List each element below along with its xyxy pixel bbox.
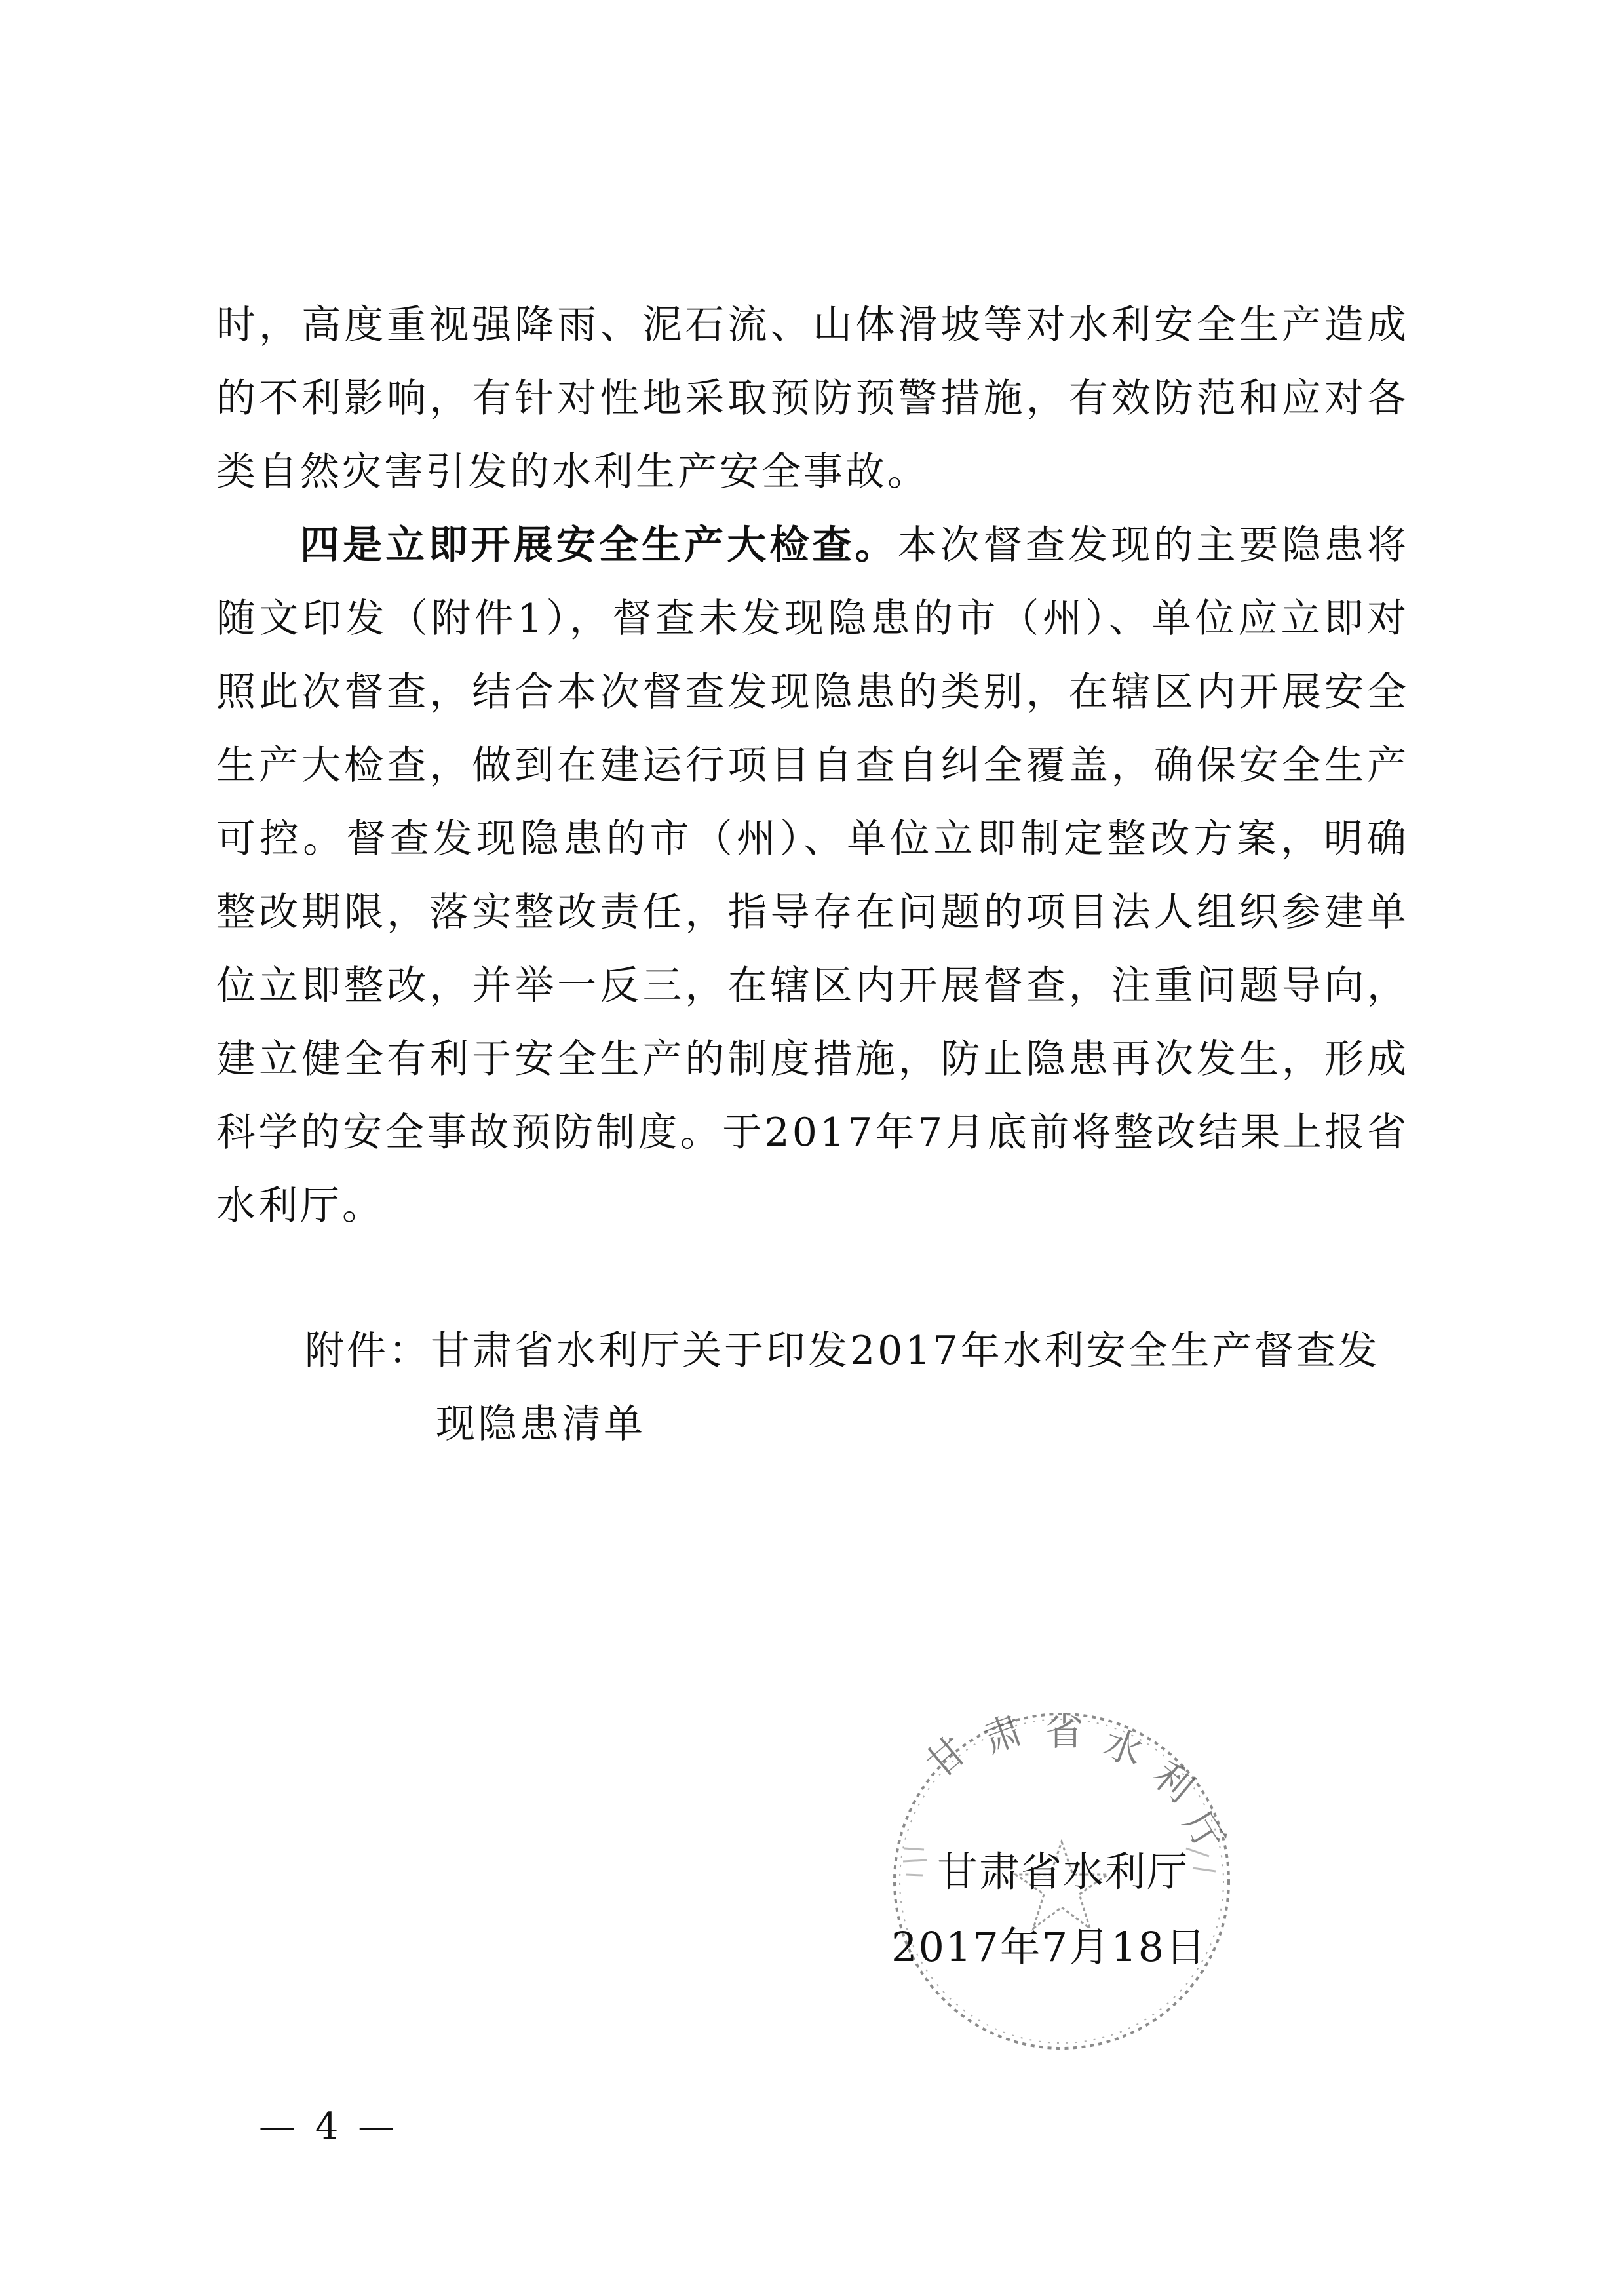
document-body: [216, 288, 1409, 1243]
paragraph-continued: [216, 288, 1409, 509]
attachment-title-line-1: 甘肃省水利厅关于印发2017年水利安全生产督查发: [431, 1328, 1380, 1374]
attachment-line-1: [305, 1314, 1419, 1388]
svg-text:肃: 肃: [977, 1707, 1029, 1762]
paragraph-lead-heading: 四是立即开展安全生产大检查。: [300, 522, 898, 568]
svg-text:利: 利: [1144, 1752, 1202, 1812]
paragraph-continued-text: 时，高度重视强降雨、泥石流、山体滑坡等对水利安全生产造成的不利影响，有针对性地采取预防预警措施，有效防范和应对各类自然灾害引发的水利生产安全事故。: [216, 302, 1409, 495]
attachment-line-2: [305, 1388, 1419, 1461]
paragraph-item-four-text: 本次督查发现的主要隐患将随文印发（附件1），督查未发现隐患的市（州）、单位应立即对照此次督查，结合本次督查发现隐患的类别，在辖区内开展安全生产大检查，做到在建运行项目自查自纠全覆盖，确保安全生产可控。督查发现隐患的市（州）、单位立即制定整改方案，明确整改期限，落实整改责任，指导存在问题的项目法人组织参建单位立即整改，并举一反三，在辖区内开展督查，注重问题导向，建立健全有利于安全生产的制度措施，防止隐患再次发生，形成科学的安全事故预防制度。于2017年7月底前将整改结果上报省水利厅。: [216, 522, 1410, 1229]
signature-inner: [878, 1812, 1337, 2009]
attachment-title-line-2: 现隐患清单: [436, 1401, 645, 1447]
issuing-organization: 甘肃省水利厅: [937, 1848, 1189, 1896]
paragraph-item-four: [216, 509, 1409, 1243]
page-number: — 4 —: [259, 2105, 399, 2148]
attachment-label: 附件：: [305, 1328, 431, 1374]
svg-text:甘: 甘: [917, 1728, 976, 1787]
svg-text:水: 水: [1098, 1720, 1149, 1775]
signature-text: [878, 1678, 1337, 2045]
issue-date: 2017年7月18日: [891, 1923, 1208, 1971]
attachment-note: [305, 1314, 1419, 1461]
svg-text:厅: 厅: [1175, 1803, 1233, 1859]
svg-text:省: 省: [1045, 1709, 1084, 1754]
signature-block: [878, 1678, 1337, 2176]
